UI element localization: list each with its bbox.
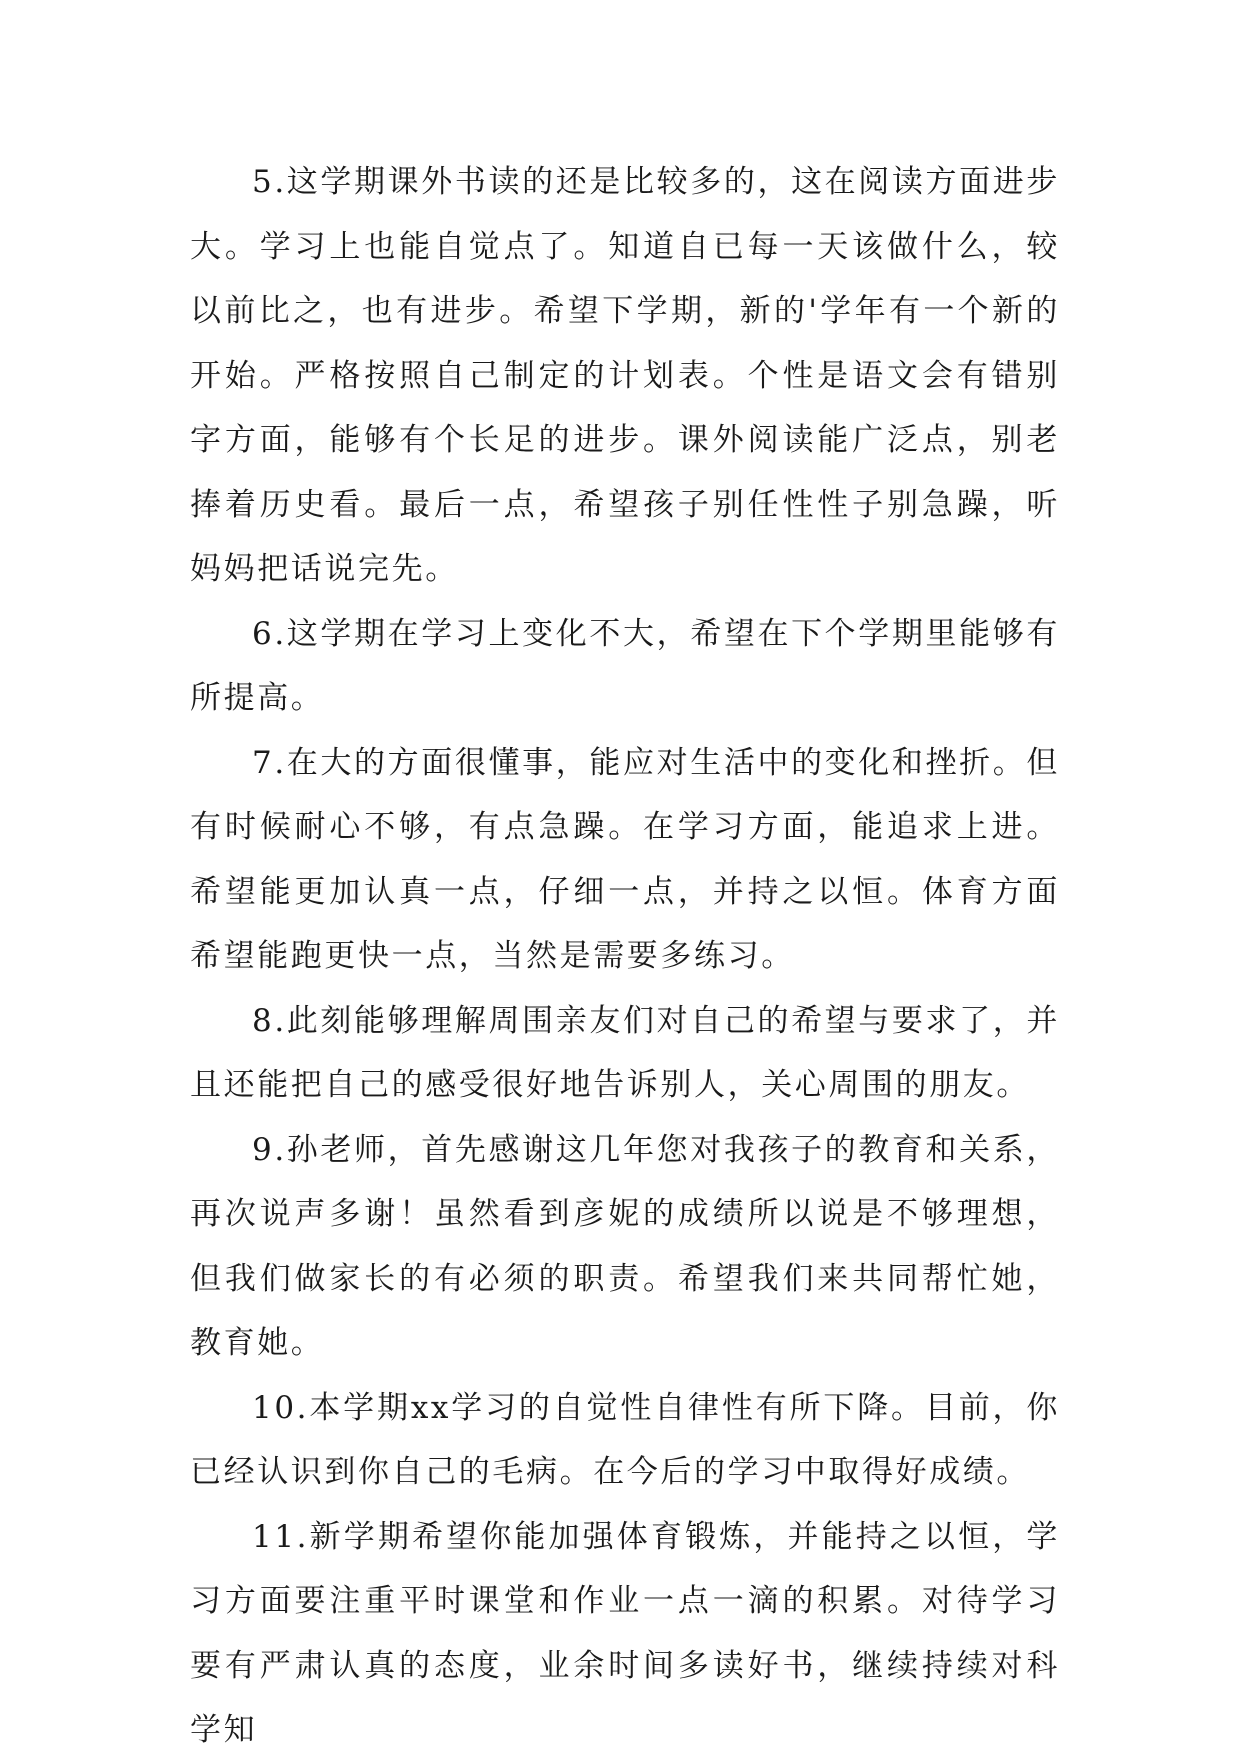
paragraph-7: 7.在大的方面很懂事，能应对生活中的变化和挫折。但有时候耐心不够，有点急躁。在学习方面，能追求上进。希望能更加认真一点，仔细一点，并持之以恒。体育方面希望能跑更快一点，当然是需要多练习。 — [190, 744, 1060, 974]
paragraph-10: 10.本学期xx学习的自觉性自律性有所下降。目前，你已经认识到你自己的毛病。在今后的学习中取得好成绩。 — [190, 1389, 1060, 1490]
paragraph-5: 5.这学期课外书读的还是比较多的，这在阅读方面进步大。学习上也能自觉点了。知道自已每一天该做什么，较以前比之，也有进步。希望下学期，新的'学年有一个新的开始。严格按照自己制定的计划表。个性是语文会有错别字方面，能够有个长足的进步。课外阅读能广泛点，别老捧着历史看。最后一点，希望孩子别任性性子别急躁，听妈妈把话说完先。 — [190, 164, 1060, 587]
document-page — [190, 150, 1060, 1763]
paragraph-9: 9.孙老师，首先感谢这几年您对我孩子的教育和关系，再次说声多谢！虽然看到彦妮的成绩所以说是不够理想，但我们做家长的有必须的职责。希望我们来共同帮忙她，教育她。 — [190, 1131, 1060, 1361]
paragraph-8: 8.此刻能够理解周围亲友们对自己的希望与要求了，并且还能把自己的感受很好地告诉别人，关心周围的朋友。 — [190, 1002, 1060, 1103]
paragraph-6: 6.这学期在学习上变化不大，希望在下个学期里能够有所提高。 — [190, 615, 1060, 716]
paragraph-11: 11.新学期希望你能加强体育锻炼，并能持之以恒，学习方面要注重平时课堂和作业一点一滴的积累。对待学习要有严肃认真的态度，业余时间多读好书，继续持续对科学知 — [190, 1518, 1060, 1748]
